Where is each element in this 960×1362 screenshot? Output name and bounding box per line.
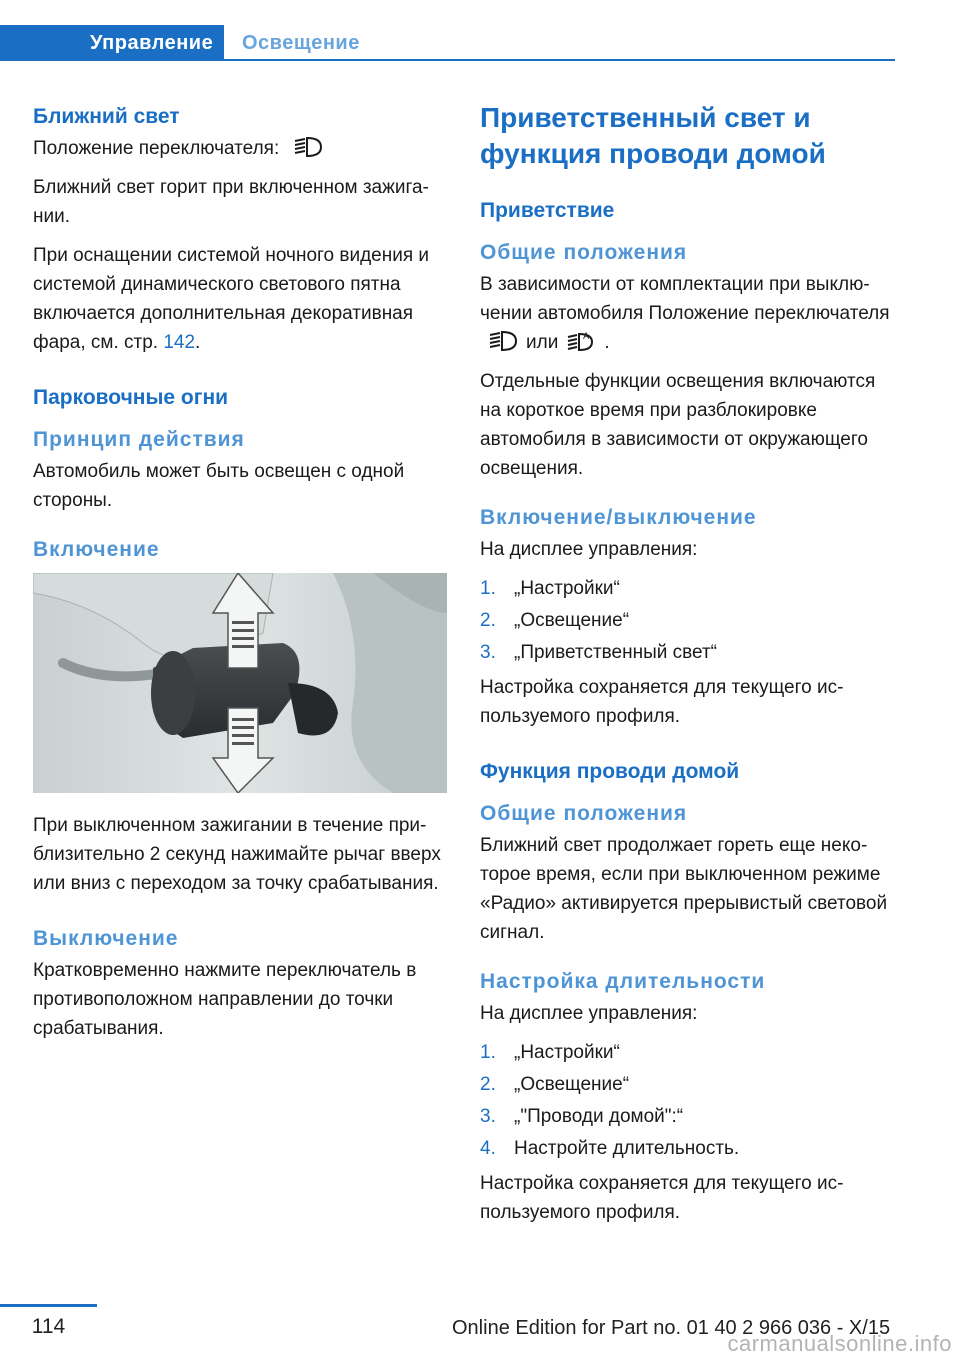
header-bar (0, 25, 895, 61)
principle-text: Автомобиль может быть освещен с одной стороны. (33, 461, 405, 511)
list-item (480, 1102, 898, 1131)
list-item (480, 1134, 898, 1163)
heading-welcome-general: Общие положения (480, 241, 688, 264)
stalk-illustration (33, 573, 447, 793)
heading-follow-general: Общие положения (480, 802, 688, 825)
low-beam-text-1: Ближний свет горит при включенном зажигании. (33, 177, 429, 227)
list-item (480, 1070, 898, 1099)
heading-welcome: Приветствие (480, 199, 615, 222)
edition-text: Online Edition for Part no. 01 40 2 966 036 - X/15 (452, 1317, 891, 1339)
step-number: 2. (480, 610, 496, 631)
or-word: или (526, 332, 559, 353)
heading-switch-on: Включение (33, 538, 160, 561)
welcome-general-text-a: В зависимости от комплектации при выключении автомобиля Положение переключателя (480, 274, 890, 324)
step-text: Настройте длительность. (514, 1138, 740, 1159)
follow-steps (480, 1038, 898, 1163)
list-item (480, 574, 898, 603)
left-column (33, 100, 451, 1053)
watermark: carmanualsonline.info (727, 1331, 952, 1356)
step-number: 2. (480, 1074, 496, 1095)
low-beam-text-2-end: . (195, 332, 201, 353)
right-column (480, 100, 898, 1237)
low-beam-icon (293, 136, 323, 158)
welcome-general-text-b: Отдельные функции освещения включаются на короткое время при разблокировке автомобиля в зависимости от окружающего освещения. (480, 371, 876, 479)
page-number: 114 (31, 1315, 66, 1338)
heading-welcome-light: Приветственный свет и функция проводи домой (480, 102, 826, 169)
step-text: „"Проводи домой":“ (514, 1106, 684, 1127)
step-number: 1. (480, 578, 496, 599)
switch-on-text: При выключенном зажигании в течение приблизительно 2 секунд нажимайте рычаг вверх или вниз с переходом за точку срабатывания. (33, 815, 441, 894)
list-item (480, 606, 898, 635)
heading-duration: Настройка длительности (480, 970, 766, 993)
step-number: 1. (480, 1042, 496, 1063)
svg-text:A: A (583, 332, 590, 342)
step-text: „Освещение“ (514, 1074, 630, 1095)
heading-low-beam: Ближний свет (33, 105, 180, 128)
tab-control[interactable]: Управление (0, 25, 224, 61)
welcome-display-text: На дисплее управления: (480, 539, 698, 560)
page-link-142[interactable]: 142 (163, 332, 196, 353)
step-number: 4. (480, 1138, 496, 1159)
low-beam-icon (488, 330, 518, 352)
welcome-general-text (480, 270, 898, 357)
heading-welcome-onoff: Включение/выключение (480, 506, 757, 529)
low-beam-text-2-body: При оснащении системой ночного видения и системой динамического светового пятна включается дополнительная декоративная фара, см. стр. (33, 245, 430, 353)
heading-principle: Принцип действия (33, 428, 245, 451)
follow-display-text: На дисплее управления: (480, 1003, 698, 1024)
heading-parking: Парковочные огни (33, 386, 229, 409)
switch-off-text: Кратковременно нажмите переключатель в противоположном направлении до точки срабатывания. (33, 960, 417, 1039)
step-text: „Приветственный свет“ (514, 642, 717, 663)
welcome-saved-text: Настройка сохраняется для текущего используемого профиля. (480, 677, 844, 727)
step-text: „Настройки“ (514, 578, 620, 599)
header-rule (0, 59, 895, 61)
auto-light-icon (566, 330, 596, 352)
heading-switch-off: Выключение (33, 927, 179, 950)
step-number: 3. (480, 1106, 496, 1127)
list-item (480, 1038, 898, 1067)
step-text: „Настройки“ (514, 1042, 620, 1063)
position-label: Положение переключателя: (33, 138, 280, 159)
low-beam-text-2 (33, 241, 451, 357)
list-item (480, 638, 898, 667)
step-text: „Освещение“ (514, 610, 630, 631)
low-beam-position (33, 134, 451, 163)
follow-saved-text: Настройка сохраняется для текущего используемого профиля. (480, 1173, 844, 1223)
welcome-general-end: . (604, 332, 610, 353)
footer-rule (0, 1304, 97, 1307)
step-number: 3. (480, 642, 496, 663)
welcome-steps (480, 574, 898, 667)
tab-lighting[interactable]: Освещение (242, 32, 360, 54)
heading-follow-me-home: Функция проводи домой (480, 760, 740, 783)
follow-general-text: Ближний свет продолжает гореть еще некоторое время, если при выключенном режиме «Радио» активируется прерывистый световой сигнал. (480, 835, 888, 943)
